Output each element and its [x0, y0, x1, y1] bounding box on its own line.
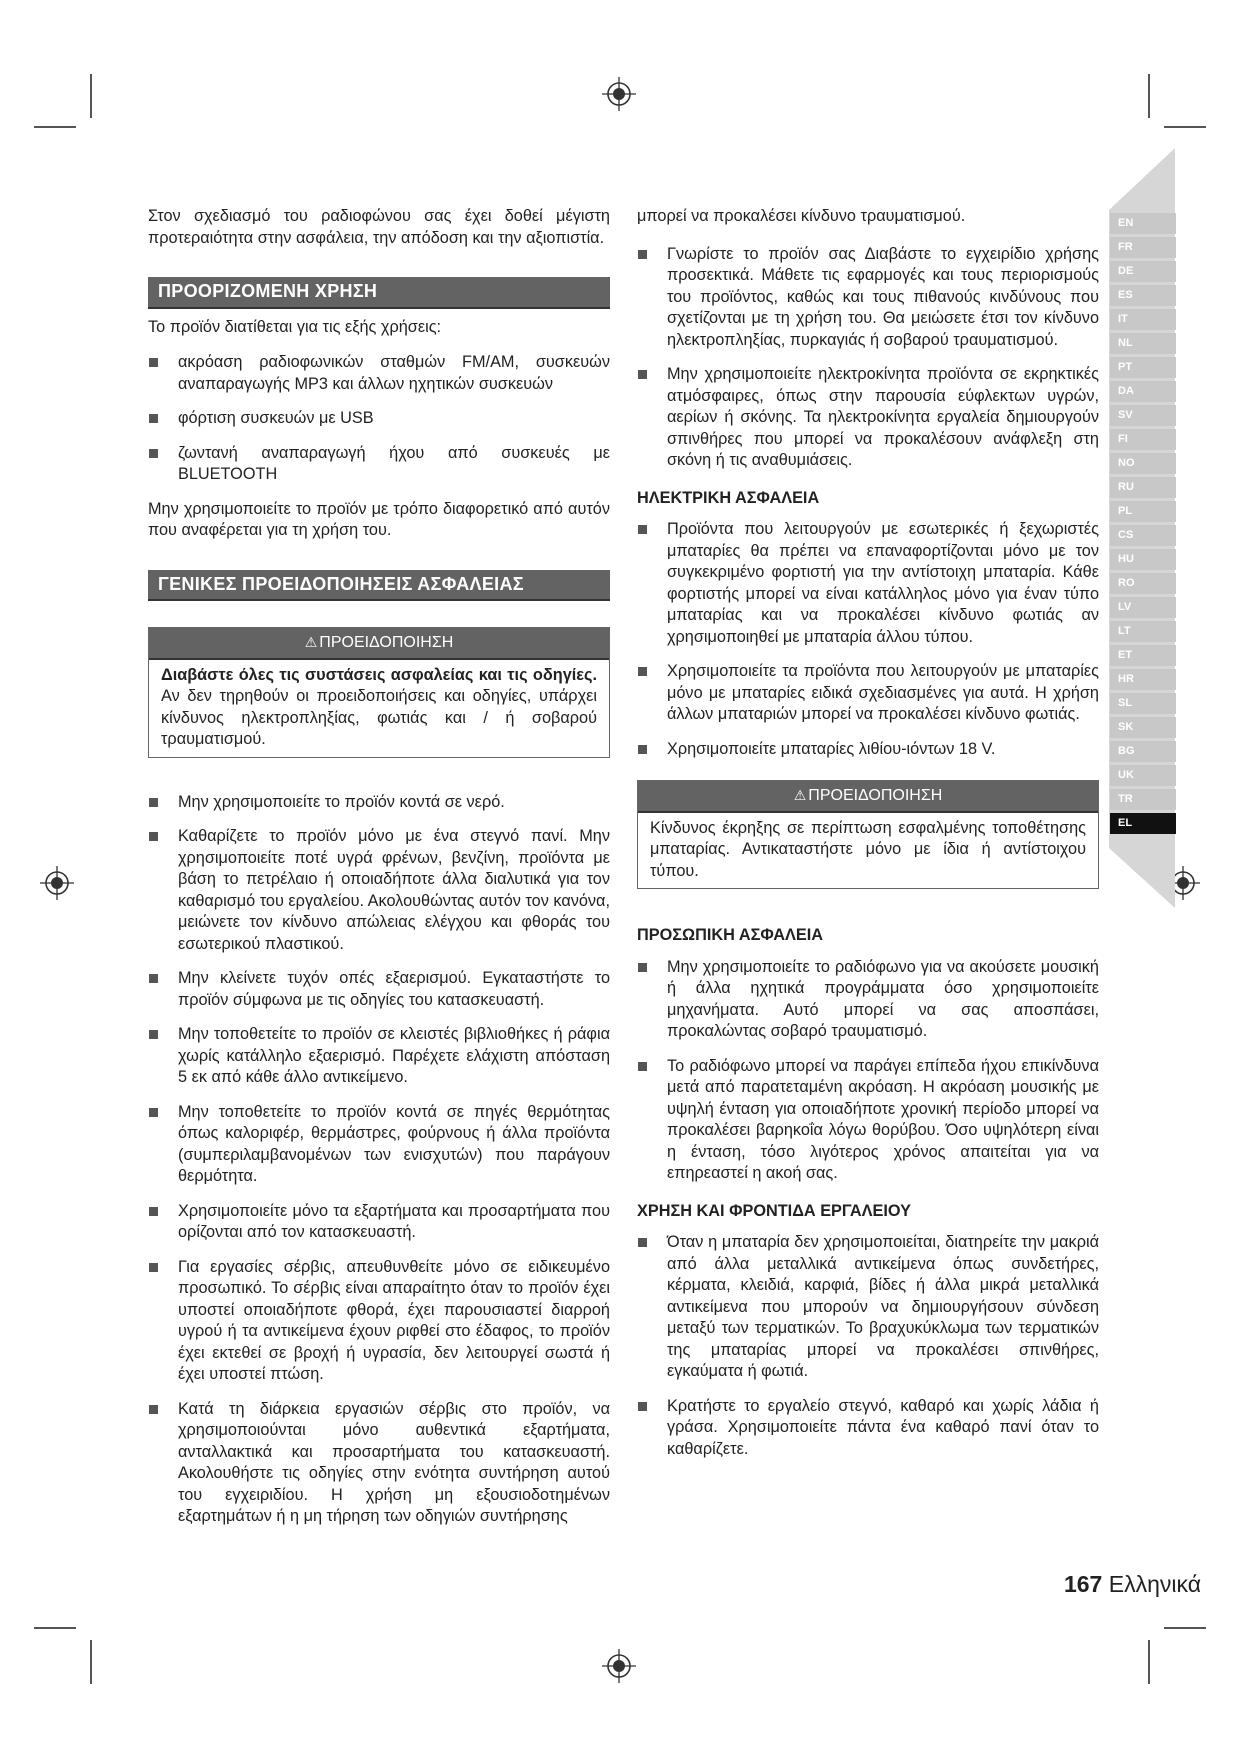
language-tabs [1110, 213, 1176, 837]
language-tab[interactable]: SV [1110, 405, 1176, 426]
language-tab[interactable]: BG [1110, 741, 1176, 762]
list-item: Μην κλείνετε τυχόν οπές εξαερισμού. Εγκαταστήστε το προϊόν σύμφωνα με τις οδηγίες του κατασκευαστή. [148, 968, 610, 1011]
warning-box [637, 780, 1099, 889]
intended-use-note: Μην χρησιμοποιείτε το προϊόν με τρόπο διαφορετικό από αυτόν που αναφέρεται για τη χρήση του. [148, 499, 610, 539]
list-item: Όταν η μπαταρία δεν χρησιμοποιείται, διατηρείτε την μακριά από άλλα μεταλλικά αντικείμενα όπως συνδετήρες, κέρματα, κλειδιά, καρφιά, βίδες ή άλλα μικρά μεταλλικά αντικείμενα που μπορούν να δημιουργήσουν σύνδεση μεταξύ των τερματικών. Το βραχυκύκλωμα των τερματικών της μπαταρίας μπορεί να προκαλέσει σπινθήρες, εγκαύματα ή φωτιά. [637, 1232, 1099, 1383]
list-item: Κατά τη διάρκεια εργασιών σέρβις στο προϊόν, να χρησιμοποιούνται μόνο αυθεντικά εξαρτήματα, ανταλλακτικά και προσαρτήματα του κατασκευαστή. Ακολουθήστε τις οδηγίες στην ενότητα συντήρηση αυτού του εγχειριδίου. Η χρήση μη εξουσιοδοτημένων εξαρτημάτων ή η μη τήρηση των οδηγιών συντήρησης [148, 1399, 610, 1528]
right-column [637, 206, 1099, 1473]
list-item: Μην χρησιμοποιείτε το ραδιόφωνο για να ακούσετε μουσική ή άλλα ηχητικά προγράμματα όσο χρησιμοποιείτε μηχανήματα. Αυτό μπορεί να σας αποσπάσει, προκαλώντας σοβαρό τραυματισμό. [637, 957, 1099, 1043]
language-tab[interactable]: RU [1110, 477, 1176, 498]
language-tab[interactable]: ES [1110, 285, 1176, 306]
crop-mark [1164, 1627, 1206, 1629]
crop-mark [90, 74, 92, 118]
language-tab[interactable]: NL [1110, 333, 1176, 354]
list-item: Καθαρίζετε το προϊόν μόνο με ένα στεγνό πανί. Μην χρησιμοποιείτε ποτέ υγρά φρένων, βενζίνη, προϊόντα με βάση το πετρέλαιο ή οποιαδήποτε άλλα διαλυτικά για τον καθαρισμό του εργαλείου. Ακολουθώντας αυτόν τον κανόνα, μειώνετε τον κίνδυνο απώλειας ελέγχου και φθοράς του εσωτερικού πλαστικού. [148, 826, 610, 955]
crop-mark [1164, 126, 1206, 128]
section-heading-tool-use: ΧΡΗΣΗ ΚΑΙ ΦΡΟΝΤΙΔΑ ΕΡΓΑΛΕΙΟΥ [637, 1201, 911, 1220]
footer-language: Ελληνικά [1108, 1571, 1201, 1597]
list-item: Χρησιμοποιείτε μπαταρίες λιθίου-ιόντων 18 V. [637, 739, 1099, 761]
language-tab[interactable]: LV [1110, 597, 1176, 618]
language-tab[interactable]: SL [1110, 693, 1176, 714]
list-item: Μην τοποθετείτε το προϊόν κοντά σε πηγές θερμότητας όπως καλοριφέρ, θερμάστρες, φούρνους ή άλλα προϊόντα (συμπεριλαμβανομένων των ενισχυτών) που παράγουν θερμότητα. [148, 1102, 610, 1188]
warning-bold-text: Διαβάστε όλες τις συστάσεις ασφαλείας και τις οδηγίες. [161, 665, 597, 684]
warning-triangle-icon: ⚠ [793, 787, 807, 803]
general-safety-list-continued [637, 244, 1099, 472]
intended-use-lead: Το προϊόν διατίθεται για τις εξής χρήσεις: [148, 317, 442, 336]
language-tab[interactable]: NO [1110, 453, 1176, 474]
intro-paragraph: Στον σχεδιασμό του ραδιοφώνου σας έχει δοθεί μέγιστη προτεραιότητα στην ασφάλεια, την απόδοση και την αξιοπιστία. [148, 207, 610, 247]
section-heading-electrical: ΗΛΕΚΤΡΙΚΗ ΑΣΦΑΛΕΙΑ [637, 488, 820, 507]
language-tab[interactable]: DE [1110, 261, 1176, 282]
language-tab-active[interactable]: EL [1110, 813, 1176, 834]
intended-use-list [148, 352, 610, 486]
warning-triangle-icon: ⚠ [304, 634, 318, 650]
registration-mark-icon [40, 866, 74, 900]
list-item: Γνωρίστε το προϊόν σας Διαβάστε το εγχειρίδιο χρήσης προσεκτικά. Μάθετε τις εφαρμογές και τους περιορισμούς του προϊόντος, καθώς και τους πιθανούς κινδύνους που σχετίζονται με τη χρήση του. Θα μειώσετε έτσι τον κίνδυνο ηλεκτροπληξίας, πυρκαγιάς ή σοβαρού τραυματισμού. [637, 244, 1099, 352]
page-number: 167 [1063, 1571, 1103, 1597]
section-heading-intended-use: ΠΡΟΟΡΙΖΟΜΕΝΗ ΧΡΗΣΗ [148, 277, 610, 309]
section-heading-personal: ΠΡΟΣΩΠΙΚΗ ΑΣΦΑΛΕΙΑ [637, 926, 824, 944]
list-item: Προϊόντα που λειτουργούν με εσωτερικές ή ξεχωριστές μπαταρίες θα πρέπει να επαναφορτίζονται μόνο με τον συγκεκριμένο φορτιστή για την αντίστοιχη μπαταρία. Κάθε φορτιστής μπορεί να είναι κατάλληλος μόνο για έναν τύπο μπαταρίας και να προκαλέσει κίνδυνο φωτιάς αν χρησιμοποιηθεί με μπαταρία άλλου τύπου. [637, 519, 1099, 648]
left-column [148, 206, 610, 1541]
list-item: ζωντανή αναπαραγωγή ήχου από συσκευές με BLUETOOTH [148, 443, 610, 486]
list-item: φόρτιση συσκευών με USB [148, 408, 610, 430]
language-tab[interactable]: HR [1110, 669, 1176, 690]
list-item: Χρησιμοποιείτε τα προϊόντα που λειτουργούν με μπαταρίες μόνο με μπαταρίες ειδικά σχεδιασμένες για αυτά. Η χρήση άλλων μπαταριών μπορεί να προκαλέσει κίνδυνο φωτιάς. [637, 661, 1099, 726]
page-footer [1064, 1571, 1201, 1598]
language-tab[interactable]: HU [1110, 549, 1176, 570]
general-safety-list [148, 792, 610, 1528]
language-tab[interactable]: FR [1110, 237, 1176, 258]
warning-title: ΠΡΟΕΙΔΟΠΟΙΗΣΗ [808, 787, 943, 804]
warning-title: ΠΡΟΕΙΔΟΠΟΙΗΣΗ [319, 634, 454, 651]
warning-box [148, 627, 610, 758]
crop-mark [34, 126, 76, 128]
crop-mark [90, 1640, 92, 1684]
list-item: Μην τοποθετείτε το προϊόν σε κλειστές βιβλιοθήκες ή ράφια χωρίς κατάλληλο εξαερισμό. Παρέχετε ελάχιστη απόσταση 5 εκ από κάθε άλλο αντικείμενο. [148, 1024, 610, 1089]
language-tab[interactable]: RO [1110, 573, 1176, 594]
personal-safety-list [637, 957, 1099, 1185]
crop-mark [1148, 74, 1150, 118]
language-tab[interactable]: LT [1110, 621, 1176, 642]
warning-body: Κίνδυνος έκρηξης σε περίπτωση εσφαλμένης τοποθέτησης μπαταρίας. Αντικαταστήστε μόνο με ίδια ή αντίστοιχου τύπου. [650, 818, 1086, 880]
language-tab[interactable]: EN [1110, 213, 1176, 234]
electrical-safety-list [637, 519, 1099, 760]
language-tab[interactable]: PL [1110, 501, 1176, 522]
continuation-text: μπορεί να προκαλέσει κίνδυνο τραυματισμού. [637, 207, 966, 225]
language-tab[interactable]: SK [1110, 717, 1176, 738]
language-tab[interactable]: IT [1110, 309, 1176, 330]
crop-mark [34, 1627, 76, 1629]
warning-header [638, 781, 1098, 813]
list-item: Το ραδιόφωνο μπορεί να παράγει επίπεδα ήχου επικίνδυνα μετά από παρατεταμένη ακρόαση. Η ακρόαση μουσικής με υψηλή ένταση για οποιαδήποτε χρονική περίοδο μπορεί να προκαλέσει βαρηκοΐα λόγω θορύβου. Όσο υψηλότερη είναι η ένταση, τόσο λιγότερος χρόνος απαιτείται για να επηρεαστεί η ακοή σας. [637, 1056, 1099, 1185]
registration-mark-icon [602, 1649, 636, 1683]
language-tab[interactable]: CS [1110, 525, 1176, 546]
language-tab[interactable]: UK [1110, 765, 1176, 786]
crop-mark [1148, 1640, 1150, 1684]
list-item: Μην χρησιμοποιείτε το προϊόν κοντά σε νερό. [148, 792, 610, 814]
list-item: Κρατήστε το εργαλείο στεγνό, καθαρό και χωρίς λάδια ή γράσα. Χρησιμοποιείτε πάντα ένα καθαρό πανί όταν το καθαρίζετε. [637, 1396, 1099, 1461]
language-tab[interactable]: DA [1110, 381, 1176, 402]
warning-header [149, 628, 609, 660]
tool-use-list [637, 1232, 1099, 1460]
warning-text: Αν δεν τηρηθούν οι προειδοποιήσεις και οδηγίες, υπάρχει κίνδυνος ηλεκτροπληξίας, φωτιάς και / ή σοβαρού τραυματισμού. [161, 687, 597, 748]
list-item: ακρόαση ραδιοφωνικών σταθμών FM/AM, συσκευών αναπαραγωγής MP3 και άλλων ηχητικών συσκευών [148, 352, 610, 395]
language-tab[interactable]: PT [1110, 357, 1176, 378]
language-tab[interactable]: TR [1110, 789, 1176, 810]
list-item: Για εργασίες σέρβις, απευθυνθείτε μόνο σε ειδικευμένο προσωπικό. Το σέρβις είναι απαραίτητο όταν το προϊόν έχει υποστεί οποιαδήποτε φθορά, έχει παρουσιαστεί διαρροή υγρού ή τα αντικείμενα έχουν ριφθεί στο έδαφος, το προϊόν έχει εκτεθεί σε βροχή ή υγρασία, δεν λειτουργεί σωστά ή έχει υποστεί πτώση. [148, 1257, 610, 1386]
list-item: Μην χρησιμοποιείτε ηλεκτροκίνητα προϊόντα σε εκρηκτικές ατμόσφαιρες, όπως στην παρουσία εύφλεκτων υγρών, αερίων ή σκόνης. Τα ηλεκτροκίνητα εργαλεία δημιουργούν σπινθήρες που μπορεί να προκαλέσουν ανάφλεξη στη σκόνη ή τις αναθυμιάσεις. [637, 364, 1099, 472]
language-tab[interactable]: FI [1110, 429, 1176, 450]
registration-mark-icon [602, 77, 636, 111]
language-tab[interactable]: ET [1110, 645, 1176, 666]
list-item: Χρησιμοποιείτε μόνο τα εξαρτήματα και προσαρτήματα που ορίζονται από τον κατασκευαστή. [148, 1201, 610, 1244]
warning-body [149, 660, 609, 757]
section-heading-general-safety: ΓΕΝΙΚΕΣ ΠΡΟΕΙΔΟΠΟΙΗΣΕΙΣ ΑΣΦΑΛΕΙΑΣ [148, 570, 610, 602]
